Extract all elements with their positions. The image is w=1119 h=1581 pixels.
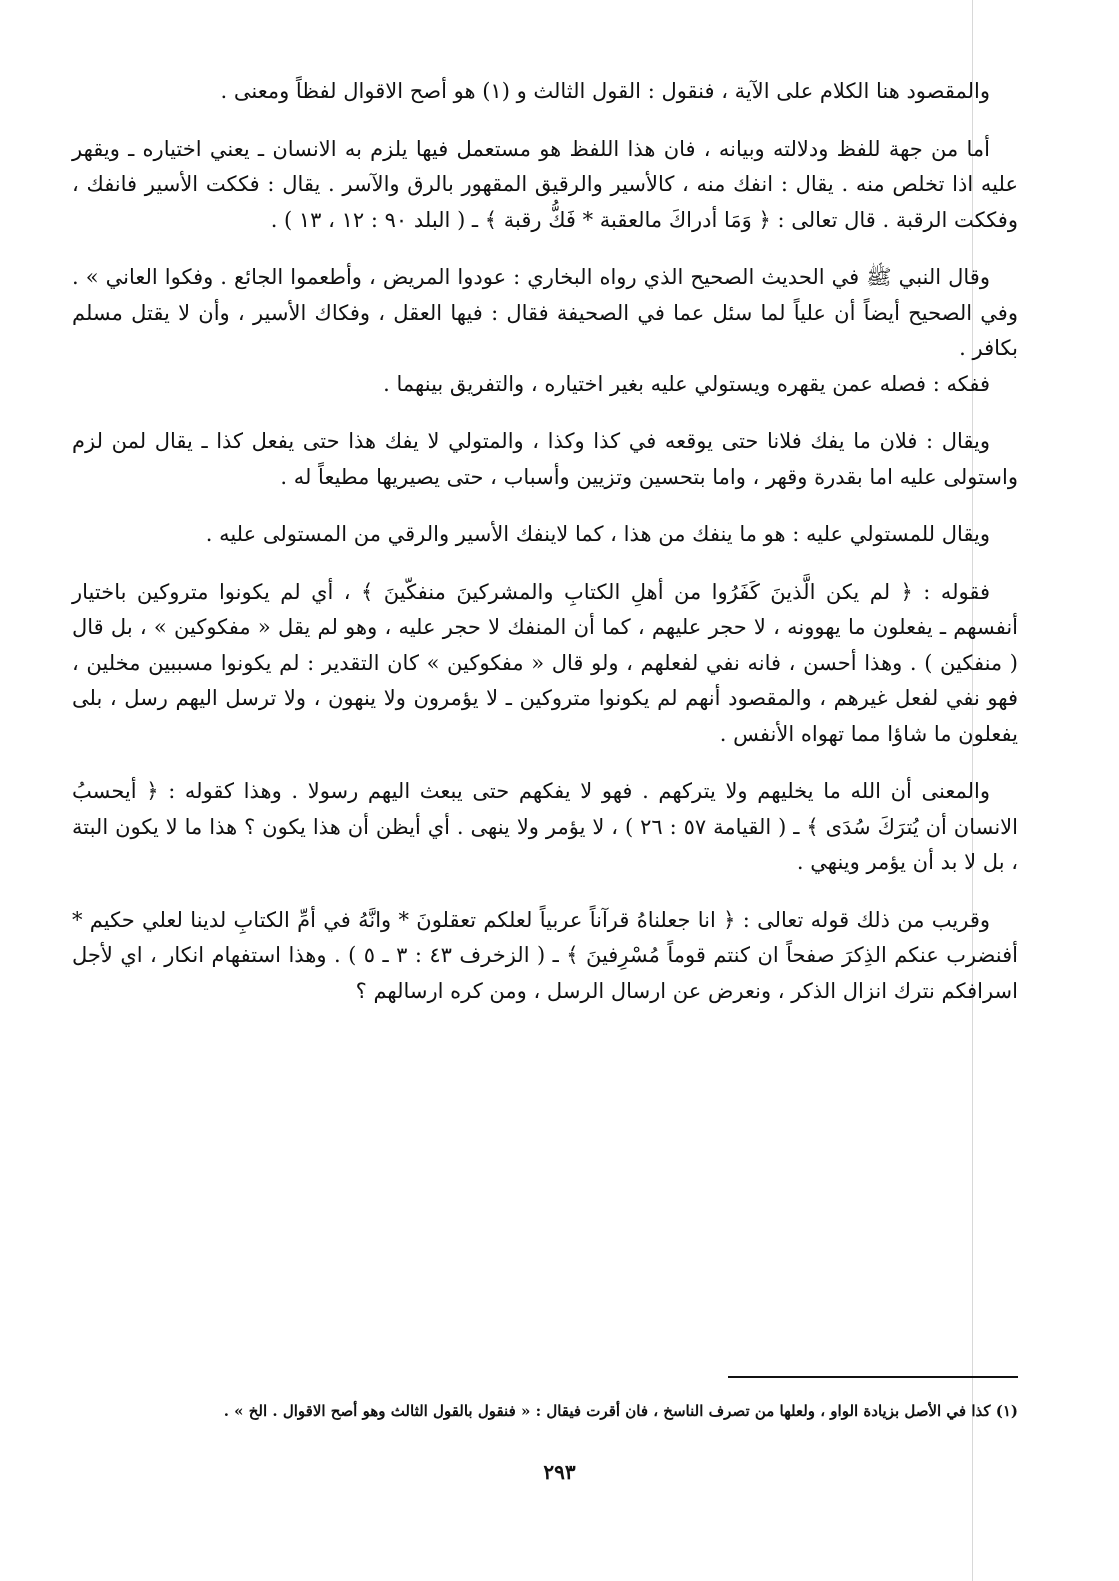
- footnote: (١) كذا في الأصل بزيادة الواو ، ولعلها من تصرف الناسخ ، فان أقرت فيقال : « فنقول بالقول الثالث وهو أصح الاقوال . الخ » .: [223, 1402, 1018, 1420]
- paragraph-3: وقال النبي ﷺ في الحديث الصحيح الذي رواه البخاري : عودوا المريض ، وأطعموا الجائع . وفكوا العاني » . وفي الصحيح أيضاً أن علياً لما سئل عما في الصحيفة فقال : فيها العقل ، وفكاك الأسير ، وأن لا يقتل مسلم بكافر .: [72, 265, 1018, 360]
- paragraph-7: فقوله : ﴿ لم يكن الَّذينَ كَفَرُوا من أهلِ الكتابِ والمشركينَ منفكّينَ ﴾ ، أي لم يكونوا متروكين باختيار أنفسهم ـ يفعلون ما يهوونه ، لا حجر عليهم ، كما أن المنفك لا حجر عليه ، وهو لم يقل « مفكوكين » ، بل قال ( منفكين ) . وهذا أحسن ، فانه نفي لفعلهم ، ولو قال « مفكوكين » كان التقدير : لم يكونوا مسببين مخلين ، فهو نفي لفعل غيرهم ، والمقصود أنهم لم يكونوا متروكين ـ لا يؤمرون ولا ينهون ، ولا ترسل اليهم رسل ، بلى يفعلون ما شاؤا مما تهواه الأنفس .: [72, 579, 1018, 746]
- paragraph-9: وقريب من ذلك قوله تعالى : ﴿ انا جعلناهُ قرآناً عربياً لعلكم تعقلونَ * وانَّهُ في أمِّ الكتابِ لدينا لعلي حكيم * أفنضرب عنكم الذِكرَ صفحاً ان كنتم قوماً مُسْرِفينَ ﴾ ـ ( الزخرف ٤٣ : ٣ ـ ٥ ) . وهذا استفهام انكار ، اي لأجل اسرافكم نترك انزال الذكر ، ونعرض عن ارسال الرسل ، ومن كره ارسالهم ؟: [72, 907, 1018, 1003]
- paragraph-2: أما من جهة للفظ ودلالته وبيانه ، فان هذا اللفظ هو مستعمل فيها يلزم به الانسان ـ يعني اختياره ـ ويقهر عليه اذا تخلص منه . يقال : انفك منه ، كالأسير والرقيق المقهور بالرق والآسر . يقال : فككت الأسير فانفك ، وفككت الرقبة . قال تعالى : ﴿ وَمَا أدراكَ مالعقبة * فَكُّ رقبة ﴾ ـ ( البلد ٩٠ : ١٢ ، ١٣ ) .: [72, 136, 1018, 232]
- paragraph-8: والمعنى أن الله ما يخليهم ولا يتركهم . فهو لا يفكهم حتى يبعث اليهم رسولا . وهذا كقوله : ﴿ أيحسبُ الانسان أن يُترَكَ سُدَى ﴾ ـ ( القيامة ٥٧ : ٢٦ ) ، لا يؤمر ولا ينهى . أي أيظن أن هذا يكون ؟ هذا ما لا يكون البتة ، بل لا بد أن يؤمر وينهي .: [72, 779, 1018, 874]
- page-number: ٢٩٣: [543, 1460, 576, 1484]
- paragraph-4: ففكه : فصله عمن يقهره ويستولي عليه بغير اختياره ، والتفريق بينهما .: [383, 371, 990, 396]
- paragraph-6: ويقال للمستولي عليه : هو ما ينفك من هذا ، كما لاينفك الأسير والرقي من المستولى عليه .: [205, 522, 990, 546]
- paragraph-1: والمقصود هنا الكلام على الآية ، فنقول : القول الثالث و (١) هو أصح الاقوال لفظاً ومعنى .: [220, 79, 990, 103]
- paragraph-5: ويقال : فلان ما يفك فلانا حتى يوقعه في كذا وكذا ، والمتولي لا يفك هذا حتى يفعل كذا ـ يقال لمن لزم واستولى عليه اما بقدرة وقهر ، واما بتحسين وتزيين وأسباب ، حتى يصيريها مطيعاً له .: [72, 429, 1018, 489]
- footnote-divider: [728, 1376, 1018, 1378]
- main-text: [72, 74, 1018, 1031]
